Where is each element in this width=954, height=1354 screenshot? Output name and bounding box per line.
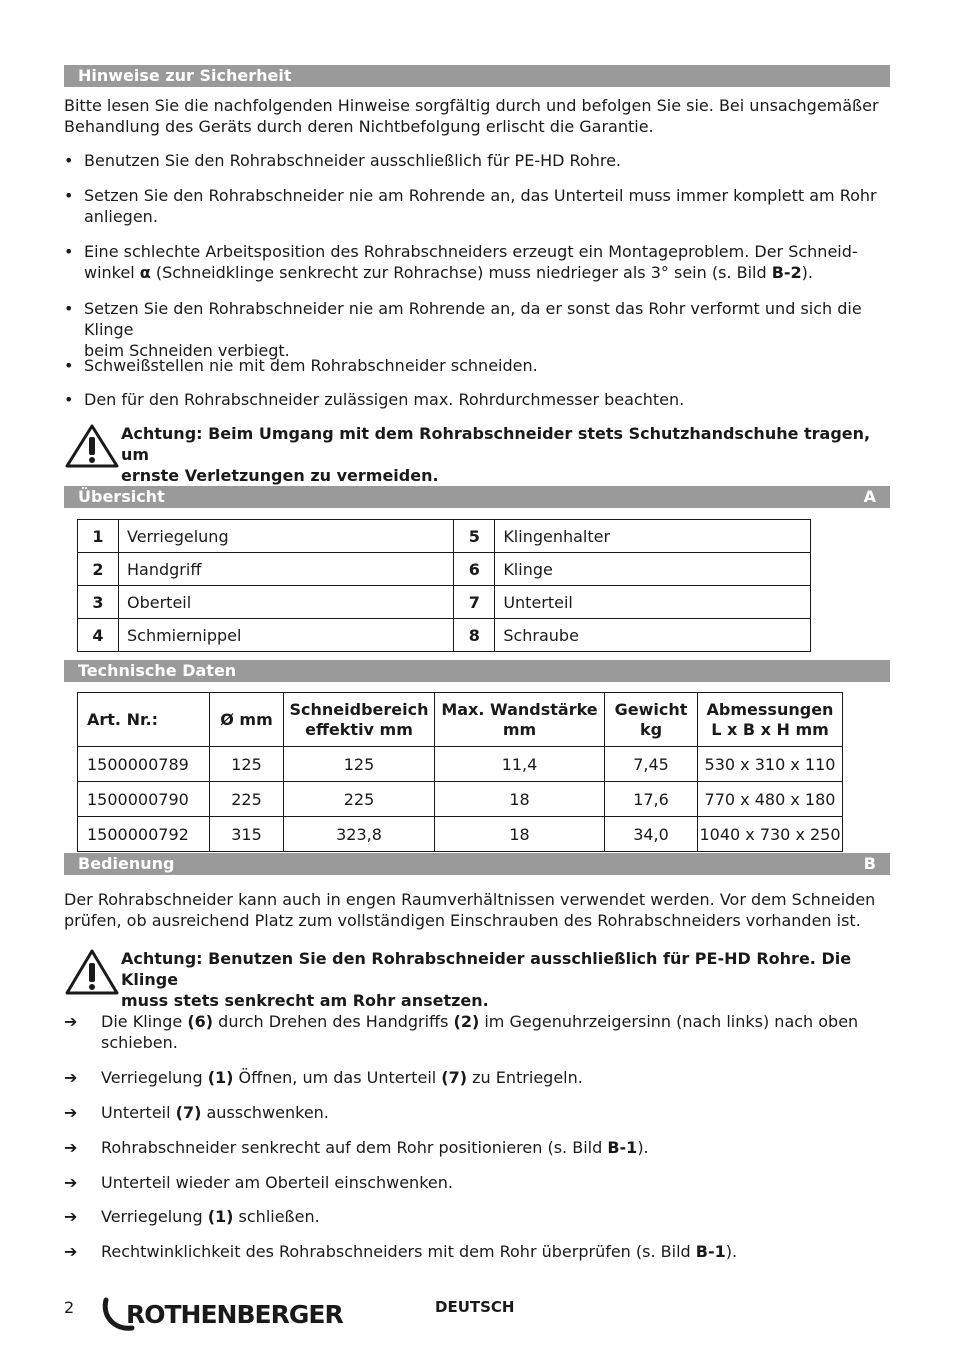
operation-step: ➔ Verriegelung (1) Öffnen, um das Unterteil (7) zu Entriegeln.: [64, 1068, 583, 1087]
cell-range: 225: [284, 782, 435, 817]
arrow-right-icon: ➔: [64, 1103, 78, 1122]
operation-step: ➔ Die Klinge (6) durch Drehen des Handgriffs (2) im Gegenuhrzeigersinn (nach links) nach oben schieben.: [64, 1012, 859, 1052]
safety-bullet: • Setzen Sie den Rohrabschneider nie am Rohrende an, da er sonst das Rohr verformt und sich die Klinge beim Schneiden verbiegt.: [64, 299, 862, 360]
safety-bullet: • Benutzen Sie den Rohrabschneider ausschließlich für PE-HD Rohre.: [64, 151, 622, 170]
cell-dim: 530 x 310 x 110: [698, 747, 843, 782]
operation-warning: Achtung: Benutzen Sie den Rohrabschneider ausschließlich für PE-HD Rohre. Die Klinge muss stets senkrecht am Rohr ansetzen.: [64, 948, 890, 1011]
col-header-art: Art. Nr.:: [78, 693, 210, 747]
part-label: Verriegelung: [119, 520, 454, 553]
operation-intro: Der Rohrabschneider kann auch in engen Raumverhältnissen verwendet werden. Vor dem Schneiden prüfen, ob ausreichend Platz zum vollständigen Einschrauben des Rohrabschneiders vorhanden ist.: [64, 890, 876, 930]
section-title: Übersicht: [78, 487, 165, 506]
cell-art: 1500000792: [78, 817, 210, 852]
table-row: [78, 817, 843, 852]
operation-step: ➔ Rohrabschneider senkrecht auf dem Rohr positionieren (s. Bild B-1).: [64, 1138, 649, 1157]
safety-intro: Bitte lesen Sie die nachfolgenden Hinweise sorgfältig durch und befolgen Sie sie. Bei unsachgemäßer Behandlung des Geräts durch deren Nichtbefolgung erlischt die Garantie.: [64, 96, 879, 136]
part-label: Handgriff: [119, 553, 454, 586]
part-number: 7: [454, 586, 495, 619]
arrow-right-icon: ➔: [64, 1012, 78, 1031]
operation-step: ➔ Unterteil wieder am Oberteil einschwenken.: [64, 1173, 453, 1192]
cell-weight: 17,6: [605, 782, 698, 817]
warning-triangle-icon: [64, 948, 120, 996]
section-header-operation: [64, 853, 890, 875]
cell-dim: 1040 x 730 x 250: [698, 817, 843, 852]
part-number: 3: [78, 586, 119, 619]
part-label: Klinge: [495, 553, 811, 586]
col-header-diameter: Ø mm: [210, 693, 284, 747]
cell-weight: 7,45: [605, 747, 698, 782]
brand-name: ROTHENBERGER: [126, 1299, 343, 1329]
part-number: 1: [78, 520, 119, 553]
cell-dia: 225: [210, 782, 284, 817]
cell-weight: 34,0: [605, 817, 698, 852]
safety-bullet: • Eine schlechte Arbeitsposition des Rohrabschneiders erzeugt ein Montageproblem. Der Schneid- winkel α (Schneidklinge senkrecht zur Rohrachse) muss niedrieger als 3° sein (s. Bild B-2).: [64, 242, 858, 282]
arrow-right-icon: ➔: [64, 1068, 78, 1087]
overview-row: [78, 619, 811, 652]
table-row: [78, 782, 843, 817]
cell-dia: 125: [210, 747, 284, 782]
table-row: [78, 747, 843, 782]
safety-bullet: • Setzen Sie den Rohrabschneider nie am Rohrende an, das Unterteil muss immer komplett am Rohr anliegen.: [64, 186, 877, 226]
section-header-tech: [64, 660, 890, 682]
operation-step: ➔ Verriegelung (1) schließen.: [64, 1207, 320, 1226]
overview-row: [78, 586, 811, 619]
cell-range: 125: [284, 747, 435, 782]
part-number: 4: [78, 619, 119, 652]
arrow-right-icon: ➔: [64, 1242, 78, 1261]
cell-wall: 18: [435, 817, 605, 852]
operation-step: ➔ Unterteil (7) ausschwenken.: [64, 1103, 329, 1122]
overview-table: [77, 519, 811, 652]
section-title: Hinweise zur Sicherheit: [78, 66, 292, 85]
section-letter: B: [863, 854, 876, 873]
tech-data-table: [77, 692, 843, 852]
cell-wall: 11,4: [435, 747, 605, 782]
safety-bullet: • Schweißstellen nie mit dem Rohrabschneider schneiden.: [64, 356, 538, 375]
safety-bullet: • Den für den Rohrabschneider zulässigen max. Rohrdurchmesser beachten.: [64, 390, 685, 409]
warning-triangle-icon: [64, 423, 120, 469]
brand-logo: [102, 1294, 343, 1334]
cell-dim: 770 x 480 x 180: [698, 782, 843, 817]
page-number: 2: [64, 1298, 75, 1317]
section-title: Technische Daten: [78, 661, 237, 680]
overview-row: [78, 553, 811, 586]
part-number: 6: [454, 553, 495, 586]
part-number: 8: [454, 619, 495, 652]
operation-step: ➔ Rechtwinklichkeit des Rohrabschneiders mit dem Rohr überprüfen (s. Bild B-1).: [64, 1242, 738, 1261]
cell-art: 1500000790: [78, 782, 210, 817]
cell-dia: 315: [210, 817, 284, 852]
arrow-right-icon: ➔: [64, 1173, 78, 1192]
part-label: Schmiernippel: [119, 619, 454, 652]
col-header-range: Schneidbereich effektiv mm: [284, 693, 435, 747]
section-title: Bedienung: [78, 854, 175, 873]
section-header-overview: [64, 486, 890, 508]
cell-wall: 18: [435, 782, 605, 817]
safety-warning: Achtung: Beim Umgang mit dem Rohrabschneider stets Schutzhandschuhe tragen, um ernste Verletzungen zu vermeiden.: [64, 423, 890, 486]
cell-range: 323,8: [284, 817, 435, 852]
col-header-weight: Gewicht kg: [605, 693, 698, 747]
part-label: Schraube: [495, 619, 811, 652]
language-label: DEUTSCH: [435, 1298, 515, 1316]
col-header-wall: Max. Wandstärke mm: [435, 693, 605, 747]
section-header-safety: [64, 65, 890, 87]
section-letter: A: [863, 487, 876, 506]
part-number: 2: [78, 553, 119, 586]
part-label: Unterteil: [495, 586, 811, 619]
overview-row: [78, 520, 811, 553]
part-number: 5: [454, 520, 495, 553]
part-label: Oberteil: [119, 586, 454, 619]
arrow-right-icon: ➔: [64, 1138, 78, 1157]
part-label: Klingenhalter: [495, 520, 811, 553]
arrow-right-icon: ➔: [64, 1207, 78, 1226]
cell-art: 1500000789: [78, 747, 210, 782]
col-header-dimensions: Abmessungen L x B x H mm: [698, 693, 843, 747]
